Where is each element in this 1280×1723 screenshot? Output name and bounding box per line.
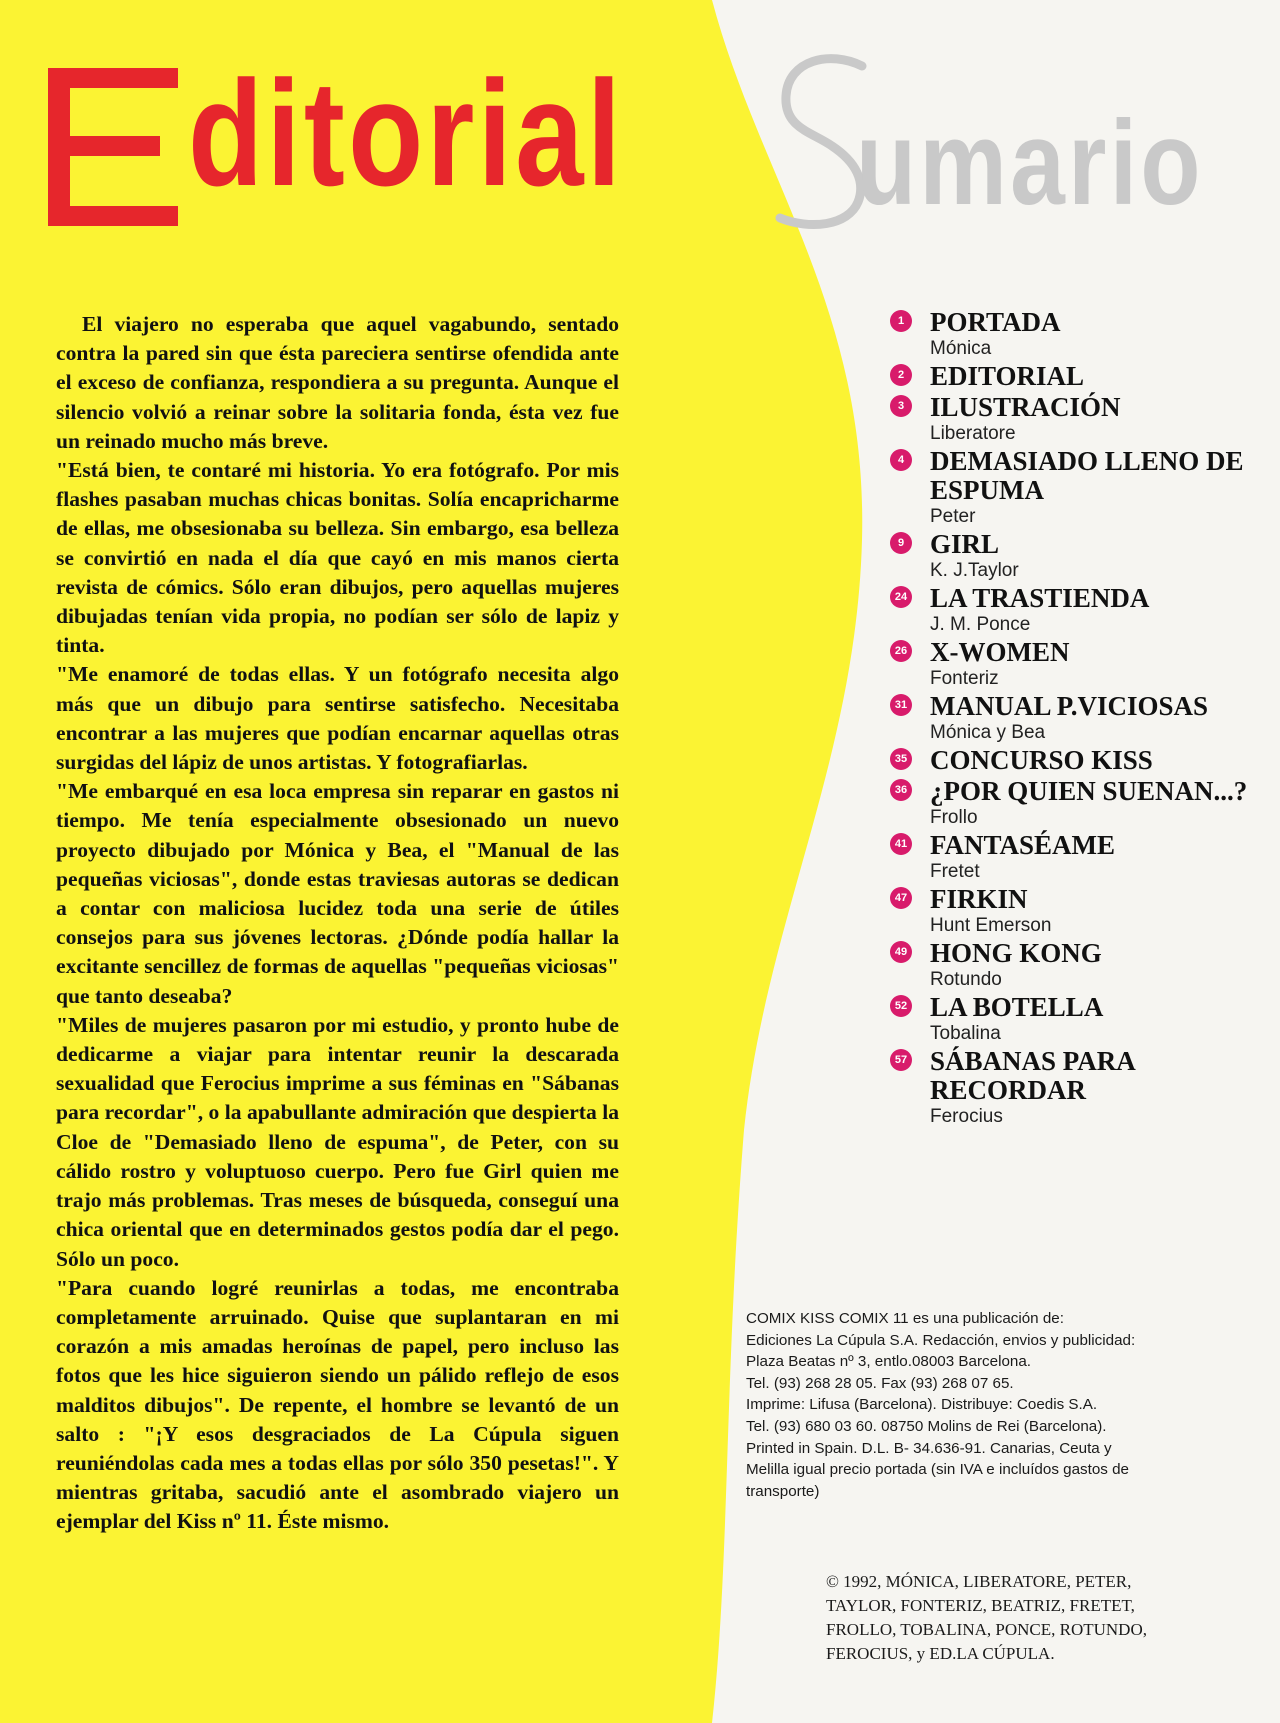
- page-number-badge: 35: [890, 748, 912, 770]
- toc-item-author: Ferocius: [930, 1106, 1003, 1127]
- toc-item-title: SÁBANAS PARA RECORDAR: [930, 1046, 1135, 1105]
- toc-item-author: Fonteriz: [930, 668, 999, 689]
- toc-item: [890, 308, 1270, 360]
- page-number-badge: 24: [890, 586, 912, 608]
- page-number-badge: 36: [890, 779, 912, 801]
- editorial-paragraph: "Miles de mujeres pasaron por mi estudio, y pronto hube de dedicarme a viajar para intentar reunir la descarada sexualidad que Ferocius imprime a sus féminas en "Sábanas para recordar", o la apabullante admiración que despierta la Cloe de "Demasiado lleno de espuma", de Peter, con su cálido rostro y voluptuoso cuerpo. Pero fue Girl quien me trajo más problemas. Tras meses de búsqueda, conseguí una chica oriental que en determinados gestos podía dar el pego. Sólo un poco.: [56, 1012, 619, 1271]
- toc-item-author: Liberatore: [930, 423, 1016, 444]
- toc-item-author: K. J.Taylor: [930, 560, 1019, 581]
- toc-item-author: Frollo: [930, 807, 978, 828]
- toc-item-title: CONCURSO KISS: [930, 745, 1153, 775]
- toc-item: [890, 638, 1270, 690]
- toc-item: [890, 746, 1270, 775]
- toc-item: [890, 1047, 1270, 1128]
- page-number-badge: 31: [890, 694, 912, 716]
- toc-item: [890, 831, 1270, 883]
- editorial-heading-text: ditorial: [188, 49, 625, 217]
- toc-item-author: Peter: [930, 506, 976, 527]
- sumario-heading-text: umario: [856, 96, 1204, 230]
- toc-item-title: DEMASIADO LLENO DE ESPUMA: [930, 446, 1244, 505]
- editorial-paragraph: El viajero no esperaba que aquel vagabundo, sentado contra la pared sin que ésta pareciera sentirse ofendida ante el exceso de confianza, respondiera a su pregunta. Aunque el silencio volvió a reinar sobre la solitaria fonda, ésta vez fue un reinado mucho más breve.: [56, 312, 619, 453]
- page-number-badge: 3: [890, 395, 912, 417]
- toc-item: [890, 885, 1270, 937]
- page-number-badge: 49: [890, 941, 912, 963]
- toc-item-title: LA TRASTIENDA: [930, 583, 1150, 613]
- toc-item-title: HONG KONG: [930, 938, 1102, 968]
- toc-item-title: FANTASÉAME: [930, 830, 1116, 860]
- copyright-line: FEROCIUS, y ED.LA CÚPULA.: [826, 1644, 1055, 1663]
- toc-item-title: ILUSTRACIÓN: [930, 392, 1121, 422]
- page-number-badge: 9: [890, 532, 912, 554]
- editorial-paragraph: "Me enamoré de todas ellas. Y un fotógrafo necesita algo más que un dibujo para sentirse satisfecho. Necesitaba encontrar a las mujeres que podían encarnar aquellas otras surgidas del lápiz de unos artistas. Y fotografiarlas.: [56, 662, 619, 775]
- page-number-badge: 47: [890, 887, 912, 909]
- credits-line: Melilla igual precio portada (sin IVA e incluídos gastos de: [746, 1461, 1129, 1479]
- toc-item-title: GIRL: [930, 529, 1000, 559]
- toc-item-title: PORTADA: [930, 307, 1061, 337]
- page-number-badge: 41: [890, 833, 912, 855]
- credits-line: Tel. (93) 268 28 05. Fax (93) 268 07 65.: [746, 1374, 1014, 1392]
- copyright-line: TAYLOR, FONTERIZ, BEATRIZ, FRETET,: [826, 1596, 1135, 1615]
- toc-item: [890, 584, 1270, 636]
- table-of-contents: [890, 308, 1270, 1130]
- sumario-heading: [770, 52, 1210, 232]
- page-number-badge: 4: [890, 449, 912, 471]
- credits-line: Plaza Beatas nº 3, entlo.08003 Barcelona.: [746, 1353, 1032, 1371]
- page-number-badge: 57: [890, 1049, 912, 1071]
- page-number-badge: 2: [890, 364, 912, 386]
- credits-line: transporte): [746, 1482, 820, 1500]
- toc-item: [890, 530, 1270, 582]
- page-number-badge: 26: [890, 640, 912, 662]
- toc-item-title: MANUAL P.VICIOSAS: [930, 691, 1209, 721]
- toc-item: [890, 939, 1270, 991]
- toc-item-author: Mónica y Bea: [930, 722, 1046, 743]
- toc-item-author: Tobalina: [930, 1023, 1001, 1044]
- editorial-heading-initial: [48, 68, 178, 226]
- copyright-notice: [826, 1570, 1206, 1666]
- toc-item: [890, 777, 1270, 829]
- toc-item-author: Hunt Emerson: [930, 915, 1052, 936]
- credits-line: Ediciones La Cúpula S.A. Redacción, envios y publicidad:: [746, 1331, 1136, 1349]
- credits-line: COMIX KISS COMIX 11 es una publicación de:: [746, 1310, 1064, 1327]
- toc-item-title: X-WOMEN: [930, 637, 1070, 667]
- toc-item: [890, 692, 1270, 744]
- credits-line: Printed in Spain. D.L. B- 34.636-91. Canarias, Ceuta y: [746, 1439, 1112, 1457]
- toc-item: [890, 993, 1270, 1045]
- editorial-text: [56, 310, 619, 1537]
- editorial-paragraph: "Me embarqué en esa loca empresa sin reparar en gastos ni tiempo. Me tenía especialmente obsesionado un nuevo proyecto dibujado por Mónica y Bea, el "Manual de las pequeñas viciosas", donde estas traviesas autoras se dedican a contar con maliciosa lucidez toda una serie de útiles consejos para sus jóvenes lectoras. ¿Dónde podía hallar la excitante sencillez de formas de aquellas "pequeñas viciosas" que tanto deseaba?: [56, 779, 619, 1008]
- toc-item: [890, 362, 1270, 391]
- toc-item: [890, 393, 1270, 445]
- toc-item-title: LA BOTELLA: [930, 992, 1104, 1022]
- editorial-heading: [48, 46, 638, 228]
- toc-item-author: Rotundo: [930, 969, 1002, 990]
- page-number-badge: 52: [890, 995, 912, 1017]
- editorial-paragraph: "Para cuando logré reunirlas a todas, me encontraba completamente arruinado. Quise que suplantaran en mi corazón a mis amadas heroínas de papel, pero incluso las fotos que les hice siguieron siendo un pálido reflejo de esos malditos dibujos". De repente, el hombre se levantó de un salto : "¡Y esos desgraciados de La Cúpula siguen reuniéndolas cada mes a todas ellas por sólo 350 pesetas!". Y mientras gritaba, sacudió ante el asombrado viajero un ejemplar del Kiss nº 11. Éste mismo.: [56, 1275, 619, 1534]
- publication-credits: [746, 1308, 1198, 1502]
- toc-item-title: FIRKIN: [930, 884, 1028, 914]
- page-number-badge: 1: [890, 310, 912, 332]
- credits-line: Tel. (93) 680 03 60. 08750 Molins de Rei (Barcelona).: [746, 1417, 1107, 1435]
- copyright-line: FROLLO, TOBALINA, PONCE, ROTUNDO,: [826, 1620, 1147, 1639]
- editorial-paragraph: "Está bien, te contaré mi historia. Yo era fotógrafo. Por mis flashes pasaban muchas chicas bonitas. Solía encapricharme de ellas, me obsesionaba su belleza. Sin embargo, esa belleza se convirtió en nada el día que cayó en mis manos cierta revista de cómics. Sólo eran dibujos, pero aquellas mujeres dibujadas tenían vida propia, no podían ser sólo de lapiz y tinta.: [56, 458, 619, 658]
- toc-item-author: J. M. Ponce: [930, 614, 1031, 635]
- toc-item: [890, 447, 1270, 528]
- toc-item-author: Fretet: [930, 861, 980, 882]
- copyright-line: © 1992, MÓNICA, LIBERATORE, PETER,: [826, 1572, 1132, 1591]
- toc-item-author: Mónica: [930, 338, 992, 359]
- toc-item-title: EDITORIAL: [930, 361, 1085, 391]
- credits-line: Imprime: Lifusa (Barcelona). Distribuye: Coedis S.A.: [746, 1396, 1098, 1414]
- toc-item-title: ¿POR QUIEN SUENAN...?: [930, 776, 1248, 806]
